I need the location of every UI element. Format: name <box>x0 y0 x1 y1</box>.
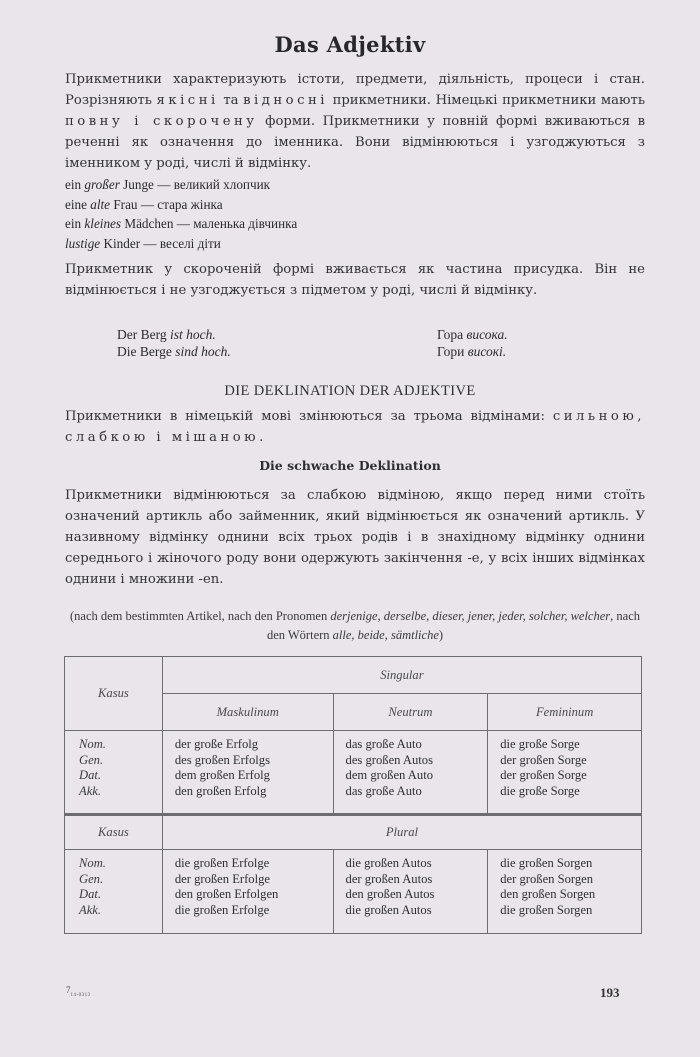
form-cell: die großen Autos <box>345 856 432 870</box>
form-cell: des großen Autos <box>345 752 433 767</box>
form-cell: den großen Erfolgen <box>174 887 279 901</box>
gender-header-maskulinum: Maskulinum <box>162 694 333 731</box>
plural-neutrum-forms <box>333 850 488 934</box>
singular-neutrum-forms <box>333 731 488 815</box>
predicate-example-row <box>117 343 637 360</box>
note-pronouns: derjenige, derselbe, dieser, jener, jeder, solcher, welcher <box>330 609 611 623</box>
ukrainian-predicate: високі. <box>467 344 507 359</box>
example-article: eine <box>65 196 91 212</box>
intro-text: прикметники. Німецькі прикметники мають <box>327 93 645 108</box>
subheading-weak-declension: Die schwache Deklination <box>259 458 441 473</box>
term-qualitative: якісні <box>156 93 219 108</box>
case-gen: Gen. <box>79 752 104 767</box>
form-cell: die großen Erfolge <box>174 856 270 870</box>
case-akk: Akk. <box>79 902 102 917</box>
singular-maskulinum-forms <box>162 731 333 815</box>
kasus-header-plural: Kasus <box>65 815 163 850</box>
form-cell: der großen Sorgen <box>500 871 594 886</box>
ukrainian-sentence <box>437 326 508 343</box>
example-row <box>65 234 645 254</box>
form-cell: der großen Autos <box>345 871 433 886</box>
example-row <box>65 175 645 195</box>
note-text: , nach den Wörtern <box>266 609 640 642</box>
intro-paragraph <box>65 69 645 174</box>
case-gen: Gen. <box>79 871 104 886</box>
form-cell: die großen Erfolge <box>174 902 270 917</box>
ukrainian-predicate: висока. <box>466 327 508 342</box>
predicate-examples <box>117 326 637 360</box>
german-predicate: ist hoch. <box>170 327 216 342</box>
example-article: ein <box>65 216 85 231</box>
case-nom: Nom. <box>79 737 106 751</box>
note-text: (nach dem bestimmten Artikel, nach den Pronomen <box>69 609 331 623</box>
plural-header: Plural <box>162 815 641 850</box>
case-nom: Nom. <box>79 856 106 870</box>
form-cell: der großen Sorge <box>500 752 587 767</box>
example-translation: Kinder — веселі діти <box>100 235 221 251</box>
form-cell: die großen Sorgen <box>500 902 593 917</box>
intro-text: та <box>218 93 244 108</box>
plural-forms-row <box>65 850 642 934</box>
intro-text: Прикметники характеризують істоти, предмети, діяльність, процеси і стан. Розрізняють <box>65 72 645 108</box>
ukrainian-subject: Гори <box>437 344 468 359</box>
predicate-example-row <box>117 326 637 343</box>
singular-header: Singular <box>162 657 641 694</box>
german-sentence <box>117 343 231 360</box>
form-cell: der große Erfolg <box>174 737 259 751</box>
signature-code: 14-0313 <box>70 992 91 998</box>
kasus-header: Kasus <box>65 657 163 731</box>
declension-intro-text: Прикметники в німецькій мові змінюються за трьома відмінами: <box>65 409 553 424</box>
section-heading: DIE DEKLINATION DER ADJEKTIVE <box>224 383 476 399</box>
weak-declension-paragraph: Прикметники відмінюються за слабкою відміною, якщо перед ними стоїть означений артикль або займенник, який відмінюється як означений артикль. У називному відмінку однини всіх трьох родів і в знахідному відмінку однини середнього і жіночого роду вони одержують закінчення -e, у всіх інших відмінках однини і множини -en. <box>65 488 645 587</box>
form-cell: dem großen Auto <box>345 768 433 782</box>
singular-forms-row <box>65 731 642 815</box>
example-translation: Frau — стара жінка <box>110 196 223 212</box>
form-cell: den großen Erfolg <box>174 783 267 798</box>
plural-header-row <box>65 815 642 850</box>
gender-header-neutrum: Neutrum <box>333 694 488 731</box>
german-sentence <box>117 326 216 343</box>
form-cell: die große Sorge <box>500 737 580 751</box>
printer-signature <box>66 985 91 998</box>
declension-table <box>64 656 642 934</box>
declension-types: сильною, слабкою і мішаною. <box>65 409 645 445</box>
form-cell: den großen Autos <box>345 887 435 901</box>
case-akk: Akk. <box>79 783 102 798</box>
intro-text: форми. Прикметники у повній формі вживаються в реченні як означення до іменника. Вони відмінюються і узгоджуються з іменником у роді, числі й відмінку. <box>65 114 646 171</box>
note-words: alle, beide, sämtliche <box>332 628 439 642</box>
case-dat: Dat. <box>79 887 102 901</box>
example-adjective: alte <box>90 196 111 212</box>
example-row <box>65 195 645 215</box>
ukrainian-sentence <box>437 343 506 360</box>
example-row <box>65 214 645 234</box>
form-cell: dem großen Erfolg <box>174 768 270 782</box>
german-subject: Der Berg <box>117 327 170 342</box>
form-cell: der großen Erfolge <box>174 871 270 886</box>
form-cell: der großen Sorge <box>500 768 587 782</box>
page-number: 193 <box>600 985 620 1000</box>
example-translation: Mädchen — маленька дівчинка <box>121 216 298 231</box>
form-cell: das große Auto <box>345 737 422 751</box>
example-adjective: lustige <box>65 235 101 251</box>
singular-femininum-forms <box>488 731 642 815</box>
german-subject: Die Berge <box>117 344 176 359</box>
plural-maskulinum-forms <box>162 850 333 934</box>
ukrainian-subject: Гора <box>437 327 467 342</box>
signature-number: 7 <box>66 985 71 995</box>
case-labels <box>65 850 163 934</box>
german-predicate: sind hoch. <box>175 344 231 359</box>
term-relative: відносні <box>243 93 328 108</box>
note-text: ) <box>438 628 444 642</box>
form-cell: die großen Autos <box>345 902 432 917</box>
gender-header-femininum: Femininum <box>488 694 642 731</box>
adjective-examples <box>65 175 645 253</box>
example-article: ein <box>65 177 85 192</box>
example-translation: Junge — великий хлопчик <box>119 177 271 192</box>
form-cell: die großen Sorgen <box>500 856 593 870</box>
term-full-short: повну і скорочену <box>65 114 258 129</box>
example-adjective: kleines <box>84 216 122 231</box>
declension-intro <box>65 406 645 448</box>
page-title: Das Adjektiv <box>274 32 426 57</box>
short-form-paragraph: Прикметник у скороченій формі вживається як частина присудка. Він не відмінюється і не узгоджується з підметом у роді, числі й відмінку. <box>65 262 645 298</box>
usage-note <box>65 607 645 645</box>
plural-femininum-forms <box>488 850 642 934</box>
case-dat: Dat. <box>79 768 102 782</box>
example-adjective: großer <box>84 177 120 192</box>
form-cell: des großen Erfolgs <box>174 752 270 767</box>
form-cell: das große Auto <box>345 783 422 798</box>
case-labels <box>65 731 163 815</box>
form-cell: die große Sorge <box>500 783 580 798</box>
table-header-row <box>65 657 642 694</box>
form-cell: den großen Sorgen <box>500 887 596 901</box>
